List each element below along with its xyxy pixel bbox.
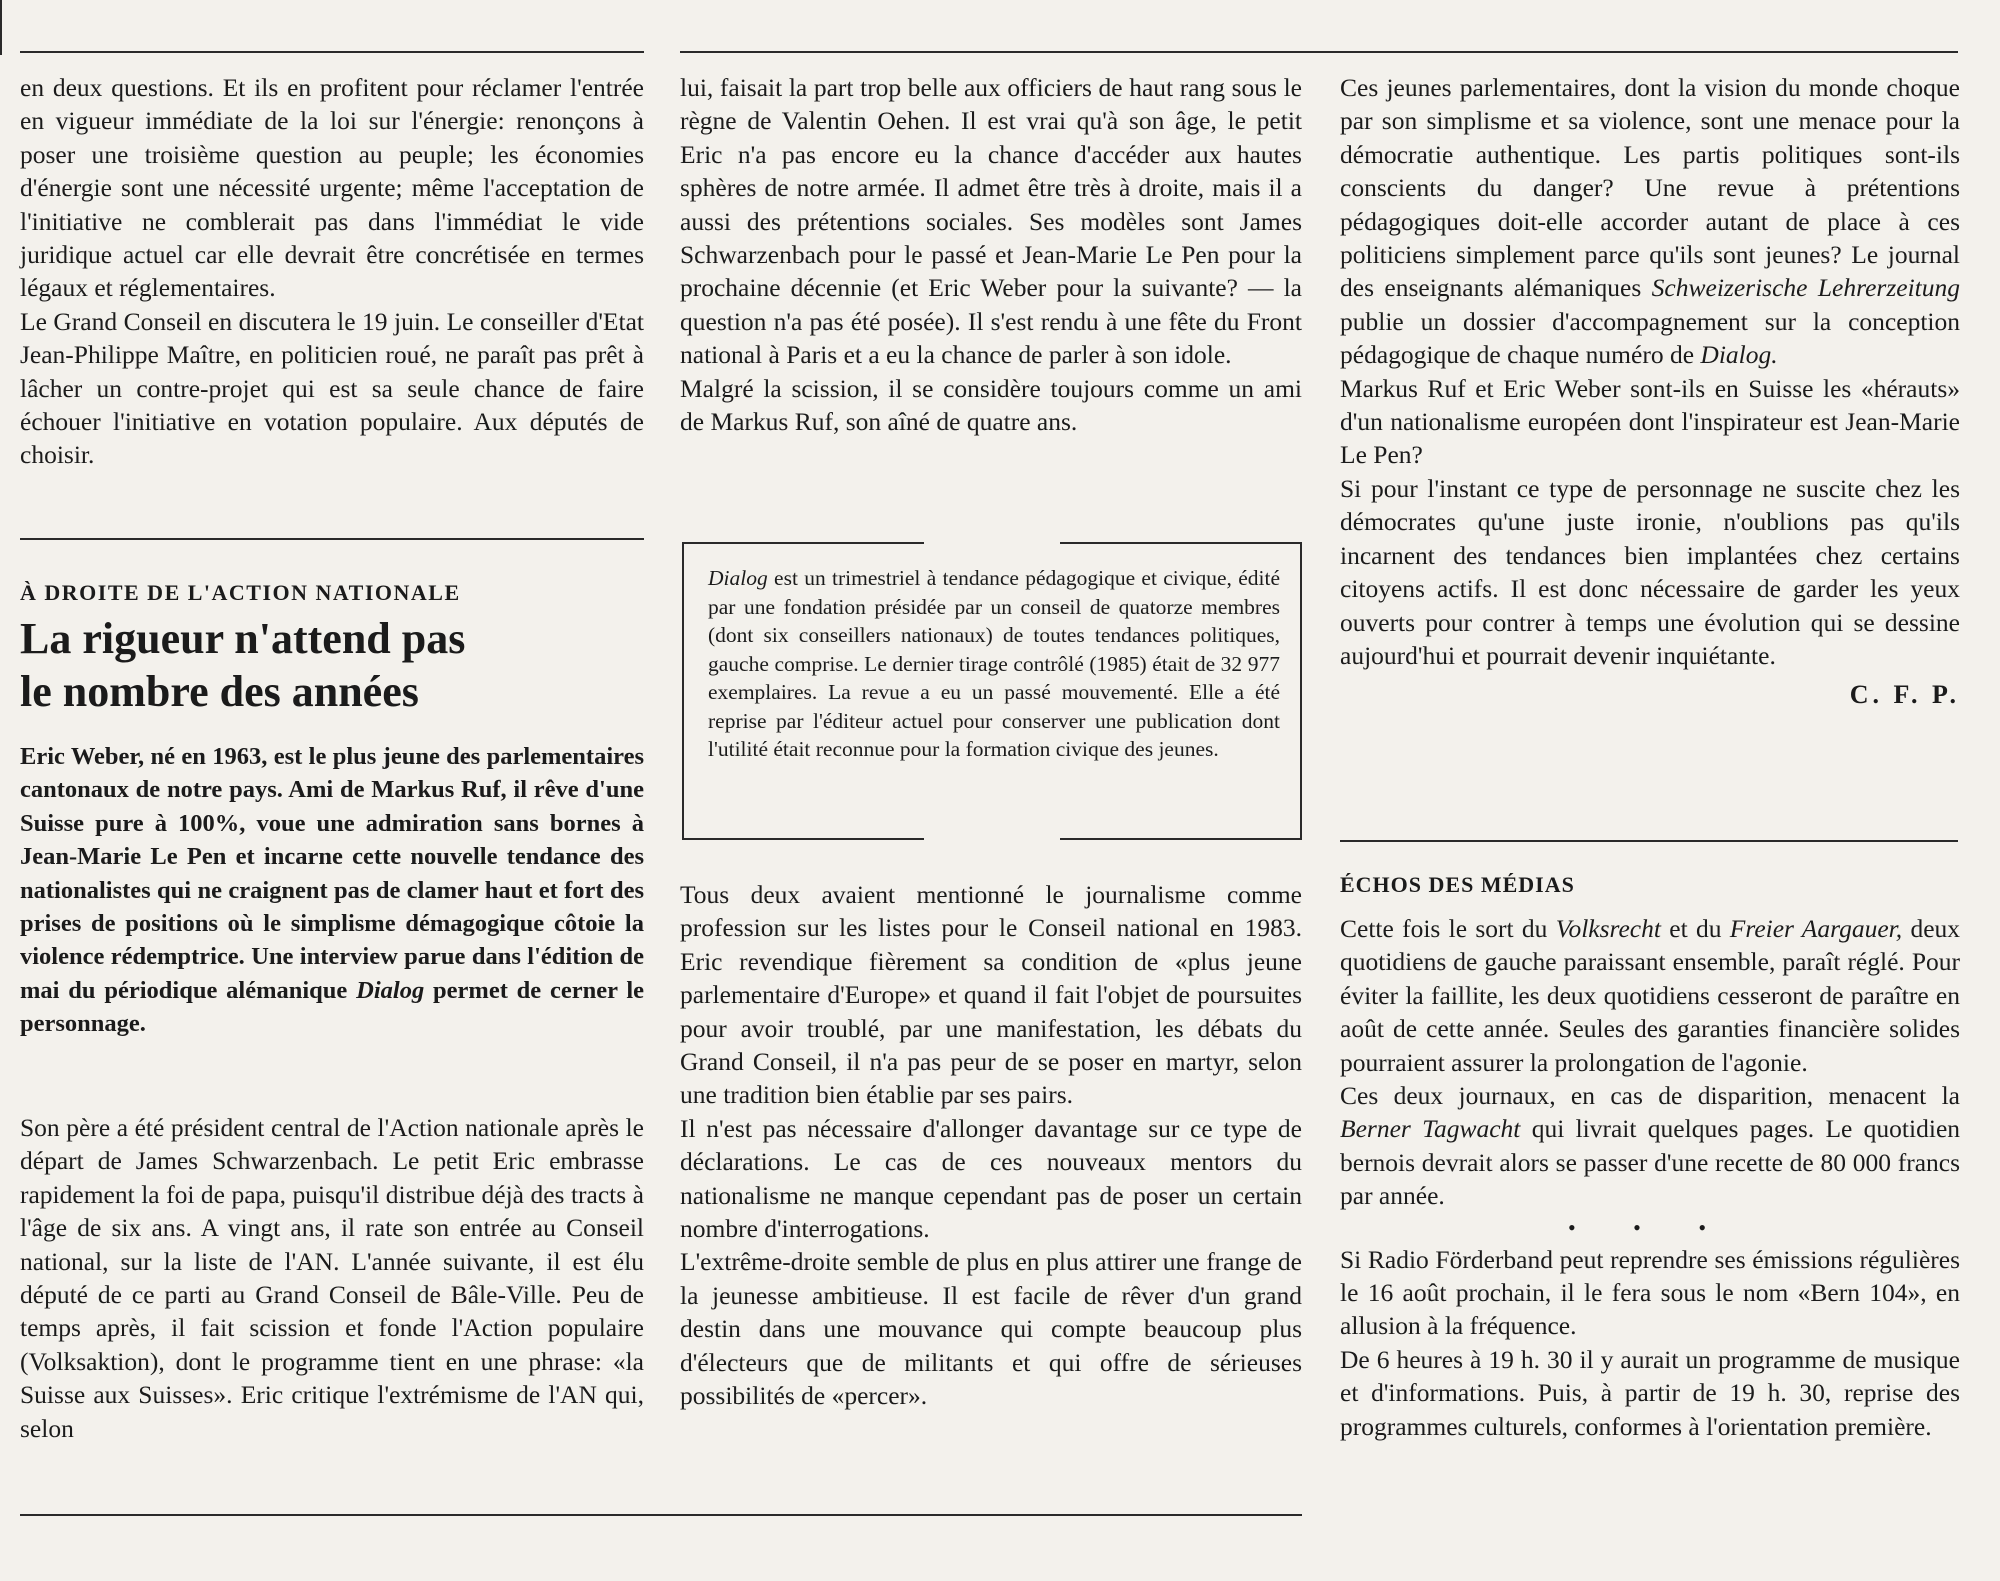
- text-span: Ces jeunes parlementaires, dont la vision du monde choque par son simplisme et sa violence, sont une menace pour la démocratie authentique. Les partis politiques sont-ils conscients du danger? Une revue à prétentions pédagogiques doit-elle accorder autant de place à ces politiciens simplement parce qu'ils sont jeunes? Le journal des enseignants alémaniques: [1340, 73, 1960, 303]
- info-box-text: [708, 564, 1280, 764]
- publication-name: Berner Tagwacht: [1340, 1114, 1521, 1144]
- body-paragraph: Il n'est pas nécessaire d'allonger davantage sur ce type de déclarations. Le cas de ces nouveaux mentors du nationalisme ne manque cependant pas de poser un certain nombre d'interrogations.: [680, 1113, 1302, 1244]
- article-lede: [20, 740, 644, 1041]
- text-span: qui livrait quelques pages. Le quotidien bernois devrait alors se passer d'une recette de 80 000 francs par année.: [1340, 1114, 1961, 1211]
- info-box-publication-name: Dialog: [708, 566, 768, 590]
- column-1: [20, 71, 644, 472]
- article-header: [20, 580, 644, 718]
- article-headline: [20, 612, 644, 718]
- publication-name: Schweizerische Lehrerzeitung: [1651, 273, 1961, 303]
- text-span: deux quotidiens de gauche paraissant ensemble, paraît réglé. Pour éviter la faillite, les deux quotidiens cesseront de paraître en août de cette année. Seules des garanties financière solides pourraient assurer la prolongation de l'agonie.: [1340, 914, 1961, 1077]
- text-span: Ces deux journaux, en cas de disparition, menacent la: [1340, 1081, 1960, 1111]
- body-paragraph: [1340, 71, 1960, 372]
- body-paragraph: [1340, 1079, 1960, 1213]
- column-3: [1340, 71, 1960, 710]
- body-paragraph: Malgré la scission, il se considère toujours comme un ami de Markus Ruf, son aîné de quatre ans.: [680, 373, 1302, 437]
- article-kicker: À DROITE DE L'ACTION NATIONALE: [20, 580, 461, 605]
- body-paragraph: Markus Ruf et Eric Weber sont-ils en Suisse les «hérauts» d'un nationalisme européen dont l'inspirateur est Jean-Marie Le Pen?: [1340, 373, 1960, 470]
- column-2-continued: [680, 878, 1302, 1413]
- box-border-gap-bottom: [924, 835, 1060, 841]
- author-signature: C. F. P.: [1849, 680, 1960, 710]
- bottom-rule: [20, 1514, 1302, 1516]
- column-2: [680, 71, 1302, 438]
- article-divider-rule: [20, 538, 644, 540]
- body-paragraph: [1340, 912, 1960, 1079]
- body-paragraph: Si Radio Förderband peut reprendre ses émissions régulières le 16 août prochain, il le fera sous le nom «Bern 104», en allusion à la fréquence.: [1340, 1244, 1960, 1341]
- headline-line-1: La rigueur n'attend pas: [20, 614, 466, 663]
- top-rule-col2-3: [680, 51, 1958, 53]
- lede-text-end: permet de cerner le personnage.: [20, 976, 645, 1038]
- body-paragraph: Tous deux avaient mentionné le journalisme comme profession sur les listes pour le Conseil national en 1983. Eric revendique fièrement sa condition de «plus jeune parlementaire d'Europe» et quand il fait l'objet de poursuites pour avoir troublé, par une manifestation, les débats du Grand Conseil, il n'a pas peur de se poser en martyr, selon une tradition bien établie par ses pairs.: [680, 880, 1302, 1110]
- continued-paragraph: en deux questions. Et ils en profitent pour réclamer l'entrée en vigueur immédiate de la loi sur l'énergie: renonçons à poser une troisième question au peuple; les économies d'énergie sont une nécessité urgente; même l'acceptation de l'initiative ne comblerait pas dans l'immédiat le vide juridique actuel car elle devrait être concrétisée en termes légaux et réglementaires.: [20, 73, 644, 303]
- text-span: et du: [1669, 914, 1722, 943]
- info-box-dialog: [682, 542, 1302, 840]
- body-paragraph: lui, faisait la part trop belle aux officiers de haut rang sous le règne de Valentin Oehen. Il est vrai qu'à son âge, le petit Eric n'a pas encore eu la chance d'accéder aux hautes sphères de notre armée. Il admet être très à droite, mais il a aussi des prétentions sociales. Ses modèles sont James Schwarzenbach pour le passé et Jean-Marie Le Pen pour la prochaine décennie (et Eric Weber pour la suivante? — la question n'a pas été posée). Il s'est rendu à une fête du Front national à Paris et a eu la chance de parler à son idole.: [680, 73, 1302, 370]
- section-title: ÉCHOS DES MÉDIAS: [1340, 872, 1575, 897]
- publication-name: Freier Aargauer,: [1729, 914, 1903, 943]
- lede-publication-name: Dialog: [356, 976, 425, 1004]
- publication-name: Volksrecht: [1555, 914, 1661, 943]
- body-paragraph: Son père a été président central de l'Action nationale après le départ de James Schwarzenbach. Le petit Eric embrasse rapidement la foi de papa, puisqu'il distribue déjà des tracts à l'âge de six ans. A vingt ans, il rate son entrée au Conseil national, sur la liste de l'AN. L'année suivante, il est élu député de ce parti au Grand Conseil de Bâle-Ville. Peu de temps après, il fait scission et fonde l'Action populaire (Volksaktion), dont le programme tient en une phrase: «la Suisse aux Suisses». Eric critique l'extrémisme de l'AN qui, selon: [20, 1113, 644, 1443]
- continued-paragraph: Le Grand Conseil en discutera le 19 juin. Le conseiller d'Etat Jean-Philippe Maître, en politicien roué, ne paraît pas prêt à lâcher un contre-projet qui est sa seule chance de faire échouer l'initiative en votation populaire. Aux députés de choisir.: [20, 306, 644, 470]
- top-rule-col1: [20, 51, 644, 53]
- box-border-gap-top: [924, 539, 1060, 545]
- page-edge-mark: [0, 0, 2, 55]
- section-divider-rule: [1340, 840, 1958, 842]
- media-echoes-section: [1340, 872, 1960, 1443]
- separator-dots: • • •: [1567, 1214, 1733, 1240]
- publication-name: Dialog.: [1700, 340, 1778, 370]
- headline-line-2: le nombre des années: [20, 667, 419, 716]
- lede-paragraph: [20, 740, 644, 1041]
- article-body-start: [20, 1111, 644, 1445]
- body-paragraph: De 6 heures à 19 h. 30 il y aurait un programme de musique et d'informations. Puis, à partir de 19 h. 30, reprise des programmes culturels, conformes à l'orientation première.: [1340, 1344, 1960, 1441]
- body-paragraph: Si pour l'instant ce type de personnage ne suscite chez les démocrates qu'une juste ironie, n'oublions pas qu'ils incarnent des tendances bien implantées chez certains citoyens actifs. Il est donc nécessaire de garder les yeux ouverts pour contrer à temps une évolution qui se dessine aujourd'hui et pourrait devenir inquiétante.: [1340, 473, 1960, 670]
- text-span: publie un dossier d'accompagnement sur la conception pédagogique de chaque numéro de: [1340, 306, 1960, 370]
- text-span: Cette fois le sort du: [1340, 914, 1548, 943]
- info-box-body: est un trimestriel à tendance pédagogique et civique, édité par une fondation présidée par un conseil de quatorze membres (dont six conseillers nationaux) de toutes tendances politiques, gauche comprise. Le dernier tirage contrôlé (1985) était de 32 977 exemplaires. La revue a eu un passé mouvementé. Elle a été reprise par l'éditeur actuel pour conserver une publication dont l'utilité était reconnue pour la formation civique des jeunes.: [708, 566, 1280, 761]
- body-paragraph: L'extrême-droite semble de plus en plus attirer une frange de la jeunesse ambitieuse. Il est facile de rêver d'un grand destin dans une mouvance qui compte beaucoup plus d'électeurs que de militants et qui offre de sérieuses possibilités de «percer».: [680, 1247, 1302, 1411]
- lede-text: Eric Weber, né en 1963, est le plus jeune des parlementaires cantonaux de notre pays. Ami de Markus Ruf, il rêve d'une Suisse pure à 100%, voue une admiration sans bornes à Jean-Marie Le Pen et incarne cette nouvelle tendance des nationalistes qui ne craignent pas de clamer haut et fort des prises de positions où le simplisme démagogique côtoie la violence rédemptrice. Une interview parue dans l'édition de mai du périodique alémanique: [20, 743, 644, 1004]
